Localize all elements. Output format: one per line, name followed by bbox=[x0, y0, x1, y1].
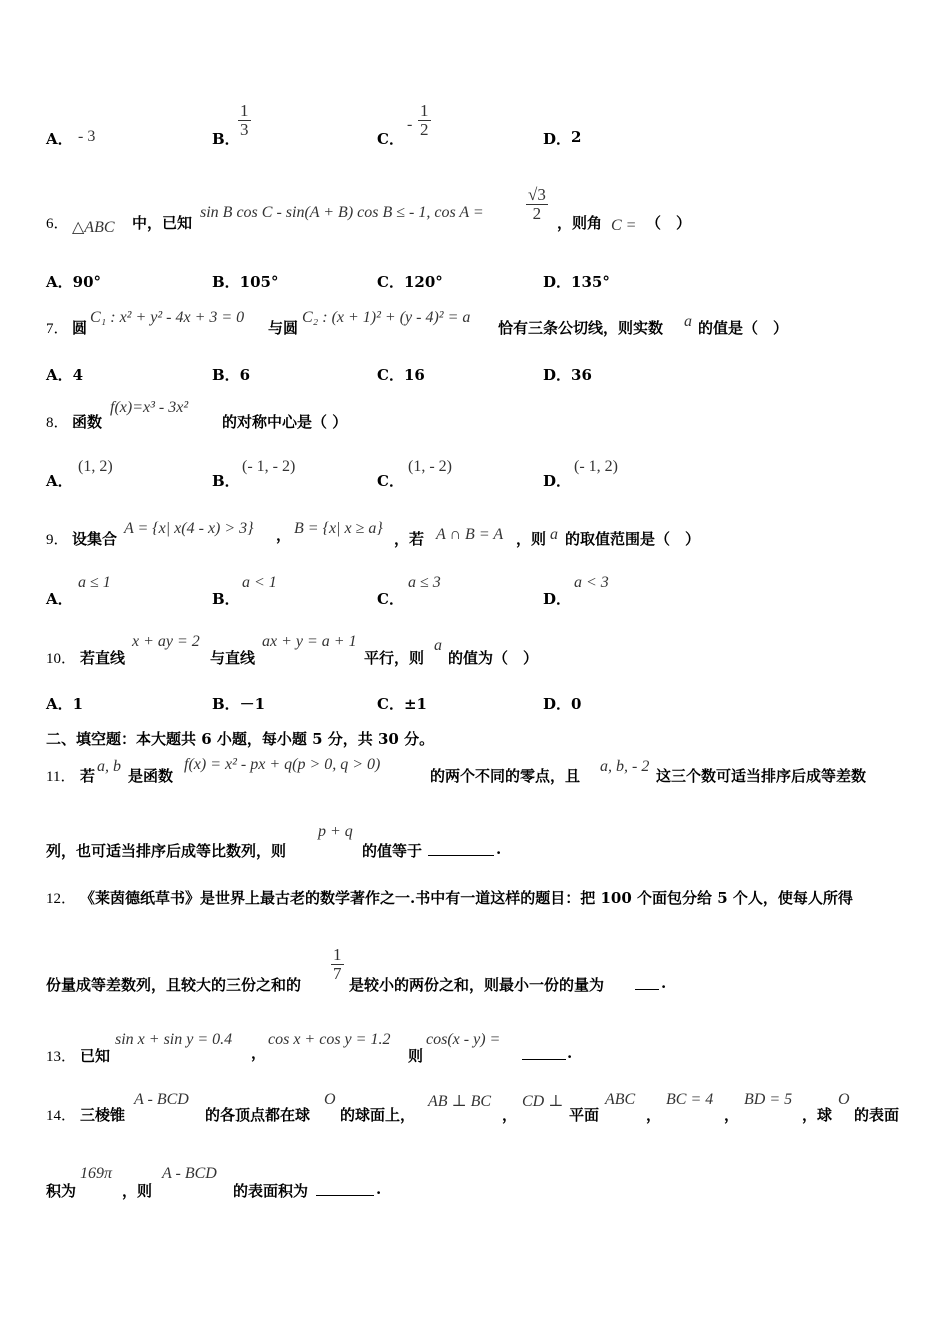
q11-line-2a: 列，也可适当排序后成等比数列，则 bbox=[46, 842, 287, 860]
section-2-heading: 二、填空题：本大题共 6 小题，每小题 5 分，共 30 分。 bbox=[46, 730, 435, 748]
q11-text-4: 这三个数可适当排序后成等差数 bbox=[656, 767, 867, 785]
q13-expression: cos(x - y) = bbox=[426, 1031, 501, 1048]
q14-comma-1: ， bbox=[502, 1106, 518, 1124]
q5-option-a-label: A． bbox=[46, 130, 73, 148]
q11-p-plus-q: p + q bbox=[318, 823, 353, 840]
q8-option-c-value: (1, - 2) bbox=[408, 458, 452, 475]
q9-option-d-label: D． bbox=[543, 590, 572, 608]
q7-number: 7． bbox=[46, 321, 69, 337]
q14-text-1: 三棱锥 bbox=[80, 1106, 126, 1124]
q14-tetrahedron-2: A - BCD bbox=[162, 1165, 217, 1182]
q11-end: . bbox=[496, 840, 502, 858]
q12-line-1: 《莱茵德纸草书》是世界上最古老的数学著作之一.书中有一道这样的题目：把 100 个面包分给 5 个人，使每人所得 bbox=[80, 889, 853, 907]
q10-text-4: 的值为（ ） bbox=[448, 649, 539, 667]
q12-number: 12． bbox=[46, 891, 77, 907]
q8-option-a-label: A． bbox=[46, 472, 73, 490]
q13-number: 13． bbox=[46, 1049, 77, 1065]
q6-number: 6． bbox=[46, 216, 69, 232]
q14-text-5: ，球 bbox=[802, 1106, 833, 1124]
q14-sphere-area: 169π bbox=[80, 1165, 113, 1182]
q9-set-a: A = {x| x(4 - x) > 3} bbox=[124, 520, 254, 537]
fraction-denominator: 2 bbox=[532, 203, 542, 223]
q14-line-2c: 的表面积为 bbox=[233, 1182, 309, 1200]
q14-number: 14． bbox=[46, 1108, 77, 1124]
q11-text-2: 是函数 bbox=[128, 767, 174, 785]
q9-number: 9． bbox=[46, 532, 69, 548]
q9-option-a-label: A． bbox=[46, 590, 73, 608]
q10-variable-a: a bbox=[434, 637, 442, 654]
q11-answer-blank[interactable] bbox=[428, 840, 494, 856]
q7-circle-2: C₂ : (x + 1)² + (y - 4)² = a bbox=[302, 309, 471, 326]
q9-option-b-value: a < 1 bbox=[242, 574, 277, 591]
q9-option-a-value: a ≤ 1 bbox=[78, 574, 111, 591]
q14-text-6: 的表面 bbox=[854, 1106, 900, 1124]
q6-triangle: △ABC bbox=[72, 219, 115, 236]
q10-option-b: B．－1 bbox=[212, 695, 266, 713]
q8-option-b-value: (- 1, - 2) bbox=[242, 458, 296, 475]
q7-text-3: 恰有三条公切线，则实数 bbox=[498, 319, 664, 337]
q10-option-c: C．±1 bbox=[377, 695, 427, 713]
q13-answer-blank[interactable] bbox=[522, 1044, 566, 1060]
fraction-numerator: 1 bbox=[420, 101, 429, 120]
q14-condition-1: AB ⊥ BC bbox=[428, 1093, 492, 1110]
fraction-numerator: √3 bbox=[528, 185, 546, 204]
q14-comma-2: ， bbox=[646, 1106, 662, 1124]
q7-option-d: D．36 bbox=[543, 366, 592, 384]
q14-text-3: 的球面上， bbox=[340, 1106, 416, 1124]
q12-answer-blank[interactable] bbox=[635, 974, 659, 990]
q6-expression: sin B cos C - sin(A + B) cos B ≤ - 1, cos A = bbox=[200, 204, 484, 221]
q10-line-2: ax + y = a + 1 bbox=[262, 633, 357, 650]
q8-option-d-label: D． bbox=[543, 472, 572, 490]
q5-option-b-label: B． bbox=[212, 130, 240, 148]
q14-condition-2: CD ⊥ bbox=[522, 1093, 564, 1110]
q14-line-2a: 积为 bbox=[46, 1182, 77, 1200]
q11-three-numbers: a, b, - 2 bbox=[600, 758, 650, 775]
q7-option-a: A．4 bbox=[46, 366, 84, 384]
q14-plane-abc: ABC bbox=[605, 1091, 636, 1108]
q10-text-3: 平行，则 bbox=[364, 649, 425, 667]
q8-function: f(x)=x³ - 3x² bbox=[110, 399, 189, 416]
q9-option-d-value: a < 3 bbox=[574, 574, 609, 591]
q10-text-1: 若直线 bbox=[80, 649, 126, 667]
q14-condition-4: BD = 5 bbox=[744, 1091, 793, 1108]
q14-condition-3: BC = 4 bbox=[666, 1091, 714, 1108]
q12-line-2b: 是较小的两份之和，则最小一份的量为 bbox=[349, 976, 605, 994]
q13-text-2: 则 bbox=[408, 1047, 424, 1065]
q8-text-2: 的对称中心是（ ） bbox=[222, 413, 348, 431]
q9-variable-a: a bbox=[550, 526, 558, 543]
q8-option-d-value: (- 1, 2) bbox=[574, 458, 618, 475]
q7-text-2: 与圆 bbox=[268, 319, 299, 337]
fraction-denominator: 7 bbox=[333, 963, 342, 983]
q14-sphere-o-2: O bbox=[838, 1091, 850, 1108]
q11-ab: a, b bbox=[97, 758, 121, 775]
q5-option-c-label: C． bbox=[377, 130, 404, 148]
q8-number: 8． bbox=[46, 415, 69, 431]
q9-option-c-label: C． bbox=[377, 590, 404, 608]
q9-condition: A ∩ B = A bbox=[436, 526, 504, 543]
q7-text-1: 圆 bbox=[72, 319, 88, 337]
q13-separator: ， bbox=[251, 1044, 267, 1062]
q8-text-1: 函数 bbox=[72, 413, 103, 431]
q10-text-2: 与直线 bbox=[210, 649, 256, 667]
q14-tetrahedron: A - BCD bbox=[134, 1091, 189, 1108]
q7-variable-a: a bbox=[684, 313, 692, 330]
fraction-numerator: 1 bbox=[240, 101, 249, 120]
q5-option-d-value: 2 bbox=[571, 128, 582, 146]
q14-sphere-o: O bbox=[324, 1091, 336, 1108]
q14-answer-blank[interactable] bbox=[316, 1180, 374, 1196]
q6-fraction bbox=[526, 186, 548, 223]
q13-end: . bbox=[567, 1044, 573, 1062]
q6-option-a: A．90° bbox=[46, 273, 102, 291]
q6-text-2: ，则角 bbox=[557, 214, 603, 232]
q5-option-d-label: D． bbox=[543, 130, 572, 148]
q13-text-1: 已知 bbox=[80, 1047, 111, 1065]
q5-option-c-sign: - bbox=[407, 116, 413, 133]
q6-option-d: D．135° bbox=[543, 273, 610, 291]
q12-line-2a: 份量成等差数列，且较大的三份之和的 bbox=[46, 976, 302, 994]
fraction-denominator: 2 bbox=[420, 119, 429, 139]
q8-option-b-label: B． bbox=[212, 472, 240, 490]
q9-set-b: B = {x| x ≥ a} bbox=[294, 520, 383, 537]
q9-separator: ， bbox=[276, 526, 292, 544]
q6-text-3: （ ） bbox=[646, 214, 692, 232]
q9-text-1: 设集合 bbox=[72, 530, 118, 548]
q9-text-3: ，则 bbox=[516, 530, 547, 548]
q12-fraction bbox=[331, 946, 344, 983]
q8-option-a-value: (1, 2) bbox=[78, 458, 113, 475]
q9-option-c-value: a ≤ 3 bbox=[408, 574, 441, 591]
q5-option-b-fraction bbox=[238, 102, 251, 139]
q9-text-4: 的取值范围是（ ） bbox=[565, 530, 701, 548]
q11-function: f(x) = x² - px + q(p > 0, q > 0) bbox=[184, 756, 381, 773]
q14-text-4: 平面 bbox=[569, 1106, 600, 1124]
q5-option-a-value: - 3 bbox=[78, 128, 96, 145]
q14-comma-3: ， bbox=[724, 1106, 740, 1124]
q9-option-b-label: B． bbox=[212, 590, 240, 608]
q9-text-2: ，若 bbox=[394, 530, 425, 548]
q10-option-a: A．1 bbox=[46, 695, 84, 713]
q7-option-c: C．16 bbox=[377, 366, 425, 384]
q7-text-4: 的值是（ ） bbox=[698, 319, 789, 337]
q10-line-1: x + ay = 2 bbox=[132, 633, 200, 650]
q6-option-c: C．120° bbox=[377, 273, 443, 291]
q10-option-d: D．0 bbox=[543, 695, 582, 713]
q13-equation-1: sin x + sin y = 0.4 bbox=[115, 1031, 233, 1048]
q11-line-2b: 的值等于 bbox=[362, 842, 423, 860]
q14-line-2b: ，则 bbox=[122, 1182, 153, 1200]
q5-option-c-fraction bbox=[418, 102, 431, 139]
q11-text-3: 的两个不同的零点，且 bbox=[430, 767, 581, 785]
fraction-denominator: 3 bbox=[240, 119, 249, 139]
q11-number: 11． bbox=[46, 769, 76, 785]
q8-option-c-label: C． bbox=[377, 472, 404, 490]
fraction-numerator: 1 bbox=[333, 945, 342, 964]
q11-text-1: 若 bbox=[80, 767, 96, 785]
q10-number: 10． bbox=[46, 651, 77, 667]
q7-option-b: B．6 bbox=[212, 366, 251, 384]
q14-text-2: 的各顶点都在球 bbox=[205, 1106, 311, 1124]
q7-circle-1: C₁ : x² + y² - 4x + 3 = 0 bbox=[90, 309, 245, 326]
q12-end: . bbox=[661, 974, 667, 992]
q13-equation-2: cos x + cos y = 1.2 bbox=[268, 1031, 391, 1048]
q6-option-b: B．105° bbox=[212, 273, 279, 291]
q6-text-1: 中，已知 bbox=[132, 214, 193, 232]
q14-end: . bbox=[376, 1180, 382, 1198]
q6-c-equals: C = bbox=[611, 217, 637, 234]
